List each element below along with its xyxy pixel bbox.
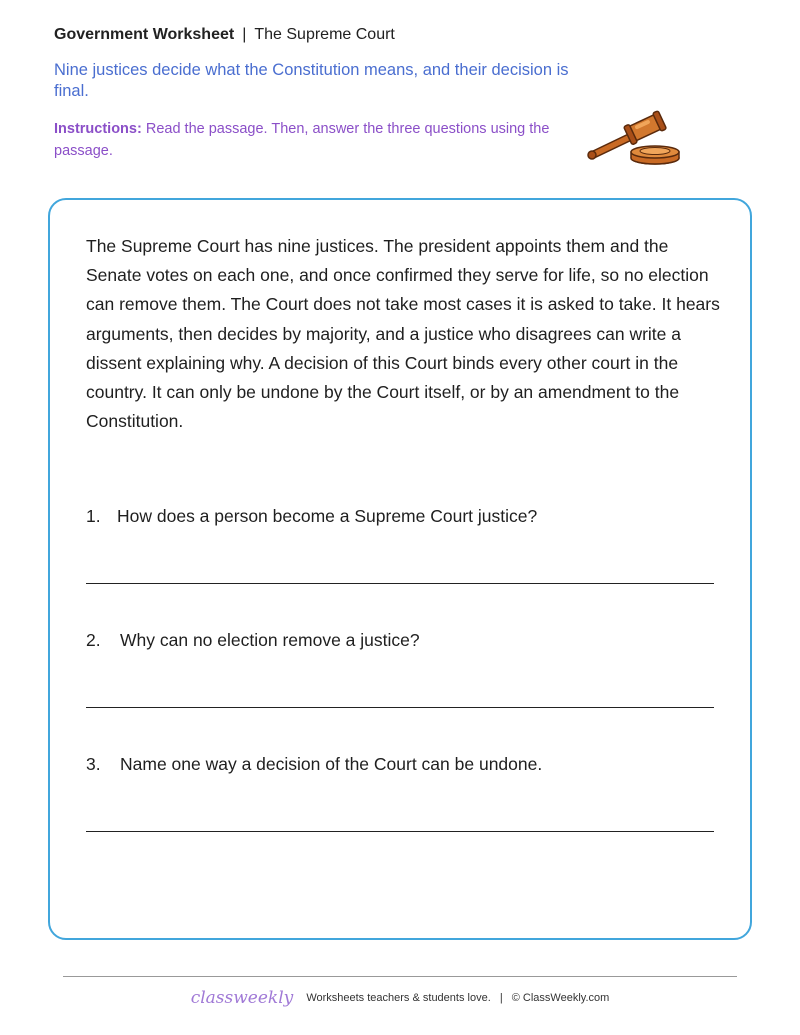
question-number: 1. bbox=[86, 506, 101, 526]
answer-line-1[interactable] bbox=[86, 583, 714, 584]
question-number: 3. bbox=[86, 754, 101, 774]
question-2 bbox=[86, 630, 716, 651]
question-number: 2. bbox=[86, 630, 101, 650]
question-3 bbox=[86, 754, 716, 775]
answer-line-3[interactable] bbox=[86, 831, 714, 832]
worksheet-topic: The Supreme Court bbox=[254, 26, 395, 43]
question-text: How does a person become a Supreme Court justice? bbox=[117, 506, 538, 526]
worksheet-subtitle: Nine justices decide what the Constitution means, and their decision is final. bbox=[54, 61, 569, 100]
worksheet-brand: Government Worksheet bbox=[54, 26, 235, 43]
footer-separator: | bbox=[499, 992, 503, 1004]
page-footer bbox=[0, 988, 800, 1008]
instructions-text: Read the passage. Then, answer the three questions using the passage. bbox=[54, 121, 550, 159]
reading-passage: The Supreme Court has nine justices. The president appoints them and the Senate votes on each one, and once confirmed they serve for life, so no election can remove them. The Court does not take most cases it is asked to take. It hears arguments, then decides by majority, and a justice who disagrees can write a dissent explaining why. A decision of this Court binds every other court in the country. It can only be undone by the Court itself, or by an amendment to the Constitution. bbox=[86, 236, 720, 432]
question-1 bbox=[86, 506, 716, 527]
header-separator: | bbox=[242, 26, 247, 43]
answer-line-2[interactable] bbox=[86, 707, 714, 708]
instructions-lead: Instructions: bbox=[54, 121, 142, 137]
question-text: Why can no election remove a justice? bbox=[120, 630, 420, 650]
gavel-icon bbox=[585, 102, 685, 168]
question-text: Name one way a decision of the Court can be undone. bbox=[120, 754, 543, 774]
footer-divider bbox=[63, 976, 737, 977]
footer-copyright: © ClassWeekly.com bbox=[511, 992, 610, 1004]
instructions bbox=[54, 118, 574, 162]
classweekly-logo: classweekly bbox=[190, 988, 294, 1008]
worksheet-header bbox=[54, 26, 754, 44]
footer-tagline: Worksheets teachers & students love. bbox=[306, 992, 491, 1004]
